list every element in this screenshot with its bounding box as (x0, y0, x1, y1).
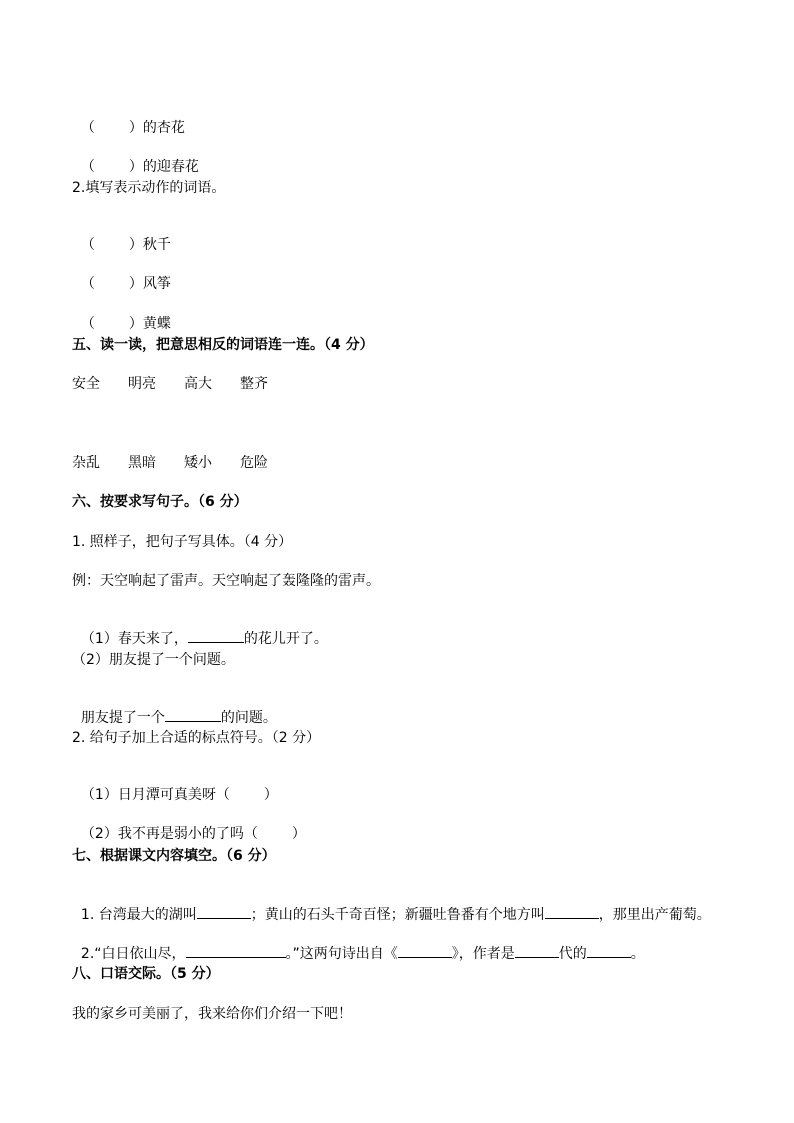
punctuation-item (72, 807, 306, 843)
sentence-text: （1）日月潭可真美呀（ (80, 787, 230, 803)
fill-sentence-poem (72, 926, 645, 963)
punctuation-item (72, 768, 278, 804)
fill-item-swing (72, 218, 171, 254)
sentence-suffix: 的问题。 (220, 710, 277, 726)
open-paren: （ (80, 237, 95, 253)
answer-blank[interactable] (197, 905, 251, 919)
top-word[interactable]: 明亮 (128, 376, 156, 392)
bottom-word[interactable]: 矮小 (184, 455, 212, 471)
sentence-text: （2）我不再是弱小的了吗（ (80, 826, 258, 842)
fill-item-butterfly (72, 297, 171, 333)
section-8-heading: 八、口语交际。（5 分） (72, 966, 220, 982)
sentence-part: 2.“白日依山尽， (80, 946, 186, 962)
close-paren: ） (263, 787, 278, 803)
sentence-prefix: （1）春天来了， (80, 631, 188, 647)
item-text: ）风筝 (128, 276, 171, 292)
sentence-part: 代的 (558, 946, 587, 962)
sentence-part: 。”这两句诗出自《 (285, 946, 398, 962)
top-word[interactable]: 高大 (184, 376, 212, 392)
fill-sentence-question (72, 690, 277, 727)
question-title: 2.填写表示动作的词语。 (72, 180, 226, 196)
question-title: 1. 照样子，把句子写具体。（4 分） (72, 534, 293, 550)
top-word[interactable]: 安全 (72, 376, 100, 392)
fill-sentence-lakes (72, 887, 711, 924)
item-text: ）黄蝶 (128, 316, 171, 332)
sentence-part: 1. 台湾最大的湖叫 (80, 907, 197, 923)
section-5-heading: 五、读一读，把意思相反的词语连一连。（4 分） (72, 337, 374, 353)
sentence-prefix: 朋友提了一个 (80, 710, 165, 726)
open-paren: （ (80, 276, 95, 292)
question-title: 2. 给句子加上合适的标点符号。（2 分） (72, 730, 321, 746)
answer-blank[interactable] (398, 944, 452, 958)
sentence-suffix: 的花儿开了。 (243, 631, 328, 647)
open-paren: （ (80, 120, 95, 136)
item-text: ）的迎春花 (128, 159, 199, 175)
top-word[interactable]: 整齐 (240, 376, 268, 392)
sentence-part: 》，作者是 (451, 946, 515, 962)
open-paren: （ (80, 159, 95, 175)
bottom-word[interactable]: 危险 (240, 455, 268, 471)
fill-item-apricot (72, 101, 185, 137)
answer-blank[interactable] (587, 944, 631, 958)
close-paren: ） (291, 826, 306, 842)
sentence-part: 。 (630, 946, 645, 962)
open-paren: （ (80, 316, 95, 332)
fill-item-kite (72, 257, 171, 293)
example-sentence: 例：天空响起了雷声。天空响起了轰隆隆的雷声。 (72, 573, 380, 589)
fill-item-winter-jasmine (72, 140, 199, 176)
section-6-heading: 六、按要求写句子。（6 分） (72, 494, 248, 510)
answer-blank[interactable] (515, 944, 559, 958)
bottom-word[interactable]: 杂乱 (72, 455, 100, 471)
answer-blank[interactable] (545, 905, 599, 919)
sentence-part: ；黄山的石头千奇百怪；新疆吐鲁番有个地方叫 (250, 907, 545, 923)
section-7-heading: 七、根据课文内容填空。（6 分） (72, 848, 276, 864)
item-text: ）秋千 (128, 237, 171, 253)
bottom-word[interactable]: 黑暗 (128, 455, 156, 471)
answer-blank[interactable] (188, 629, 244, 643)
sentence-part: ，那里出产葡萄。 (598, 907, 711, 923)
fill-sentence-spring (72, 611, 328, 648)
item-text: ）的杏花 (128, 120, 185, 136)
source-sentence: （2）朋友提了一个问题。 (72, 652, 235, 668)
answer-blank[interactable] (165, 708, 221, 722)
speaking-prompt: 我的家乡可美丽了，我来给你们介绍一下吧！ (72, 1006, 352, 1022)
answer-blank[interactable] (186, 944, 286, 958)
